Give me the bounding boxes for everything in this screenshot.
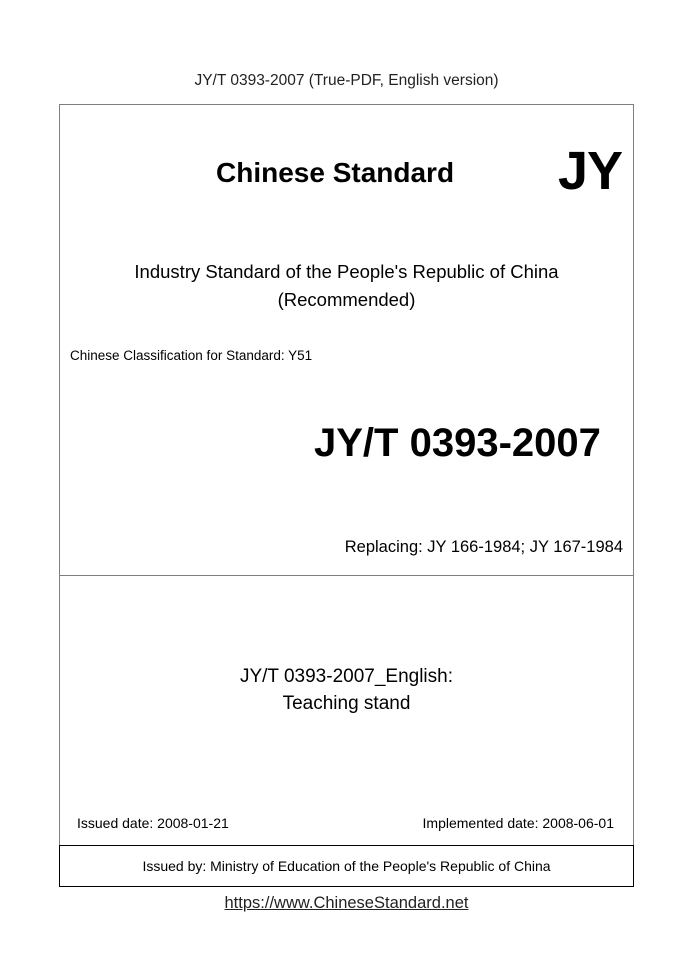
implemented-date: Implemented date: 2008-06-01 (422, 815, 614, 831)
classification-label: Chinese Classification for Standard: Y51 (70, 348, 313, 363)
document-title-line-1: JY/T 0393-2007_English: (239, 666, 454, 687)
page-header: JY/T 0393-2007 (True-PDF, English version) (194, 72, 499, 89)
replacing-note: Replacing: JY 166-1984; JY 167-1984 (344, 538, 623, 556)
website-link[interactable]: https://www.ChineseStandard.net (224, 894, 469, 912)
issued-by-text: Issued by: Ministry of Education of the People's Republic of China (142, 858, 551, 874)
cover-frame (59, 104, 634, 887)
issuer-box (59, 845, 634, 887)
cover-title: Chinese Standard (216, 157, 455, 188)
standard-code-logo: JY (558, 141, 623, 201)
section-divider (59, 575, 634, 576)
issued-date: Issued date: 2008-01-21 (77, 815, 229, 831)
standard-number: JY/T 0393-2007 (314, 421, 601, 465)
document-title-line-2: Teaching stand (282, 693, 411, 714)
industry-line-2: (Recommended) (277, 289, 416, 310)
document-title (59, 663, 634, 717)
industry-line-1: Industry Standard of the People's Republic of China (134, 261, 559, 282)
industry-standard-heading (59, 258, 634, 314)
